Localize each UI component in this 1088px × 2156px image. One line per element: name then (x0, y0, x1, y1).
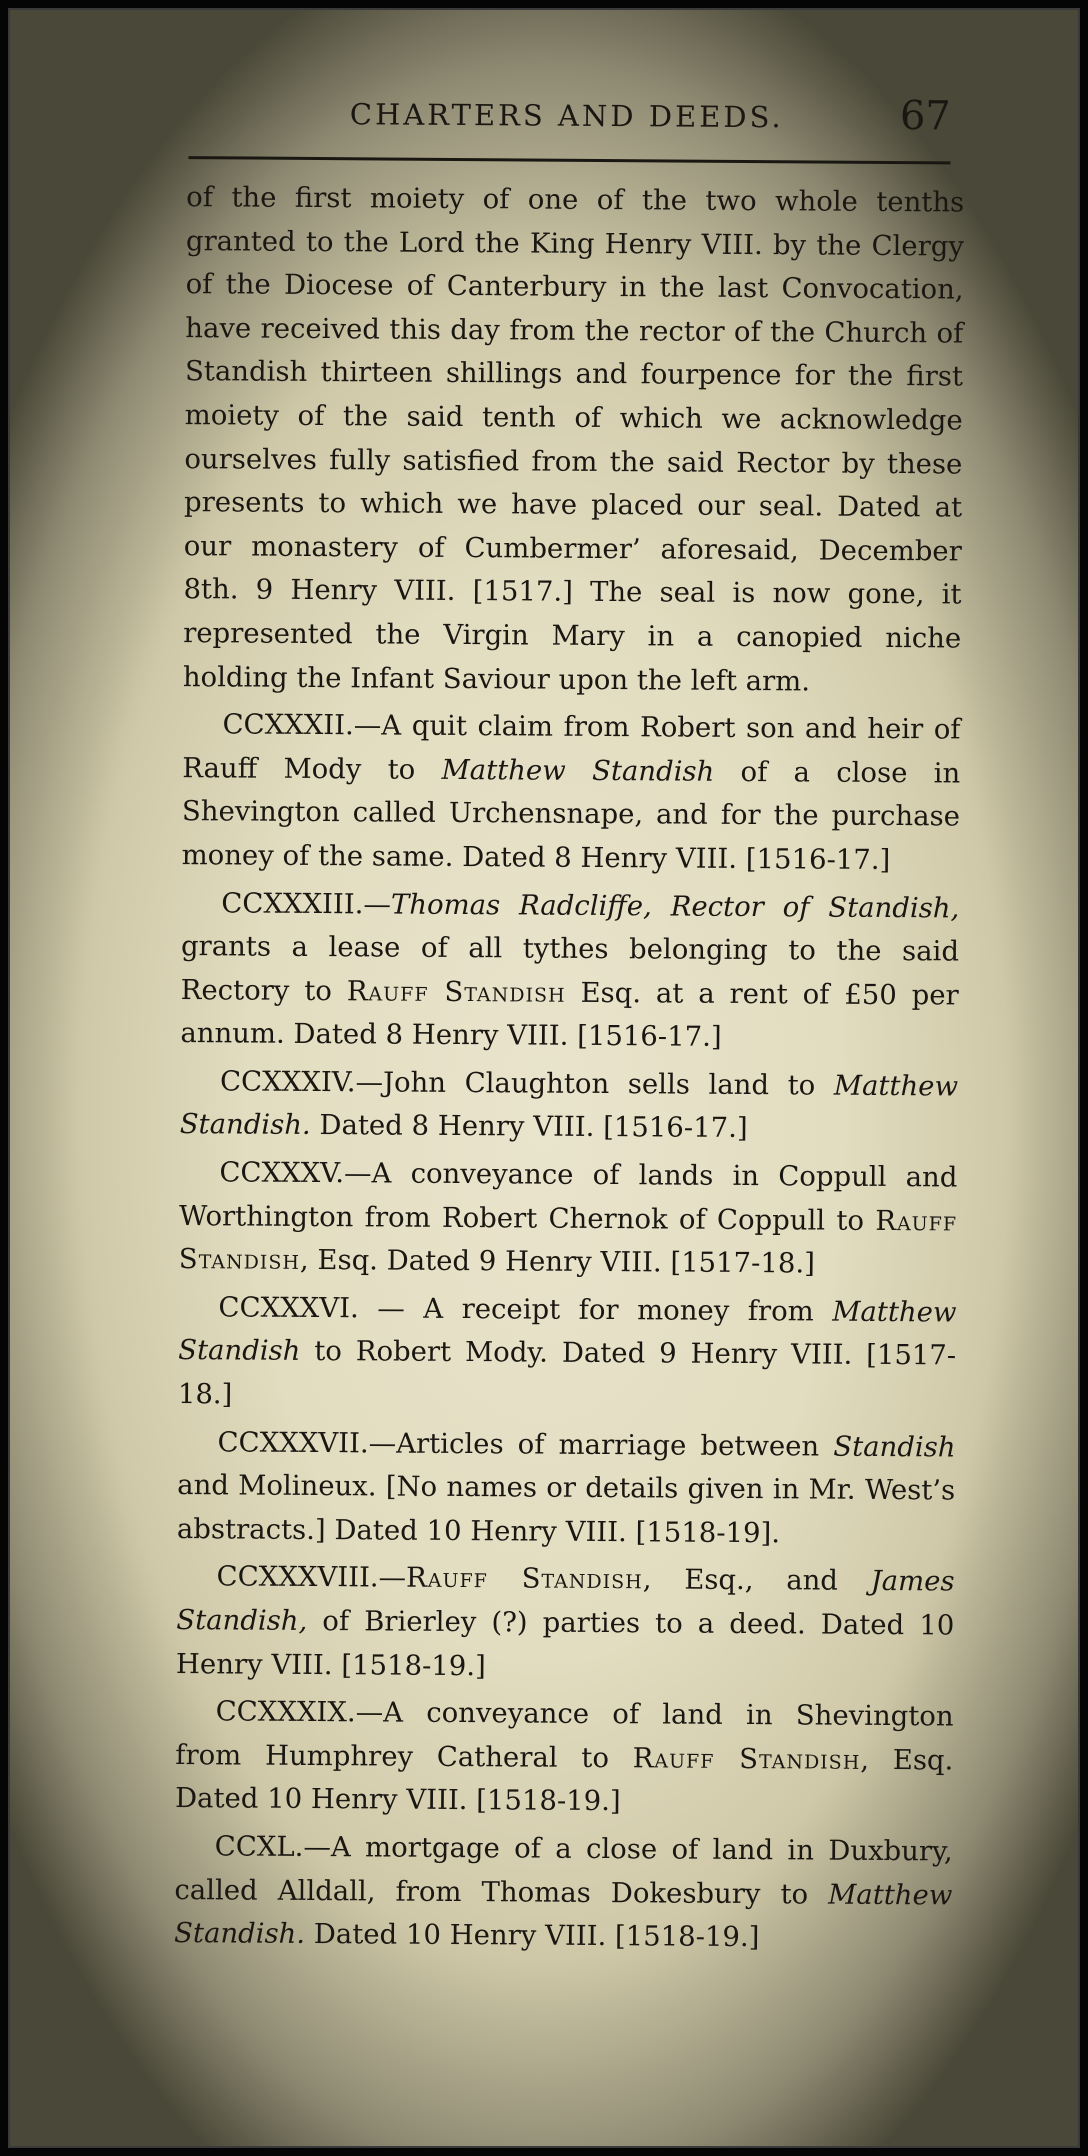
entry-paragraph (178, 1286, 957, 1422)
italic-text: James Standish, (176, 1565, 955, 1637)
small-caps-name: Rauff Standish (346, 974, 566, 1009)
entry-paragraph (180, 882, 959, 1062)
paragraph-text: CCXL.—A mortgage of a close of land in Duxbury, called Alldall, from Thomas Dokesbury to (174, 1830, 953, 1911)
paragraph-text: CCXXXVIII.— (216, 1560, 407, 1595)
book-page (174, 88, 965, 1954)
entry-paragraph (179, 1151, 958, 1287)
running-title: CHARTERS AND DEEDS. (349, 97, 784, 135)
entry-paragraph (181, 703, 960, 883)
paragraph-text: grants a lease of all tythes belonging to the said Rectory to (180, 930, 960, 1007)
entry-paragraph (177, 1421, 956, 1557)
paragraph-text: to Robert Mody. Dated 9 Henry VIII. [1517-18.] (177, 1335, 957, 1411)
page-body (174, 176, 964, 1961)
paragraph-text: CCXXXV.—A conveyance of lands in Coppull and Worthington from Robert Chernok of Coppull to (179, 1156, 958, 1237)
page-header (175, 88, 965, 150)
header-rule (189, 156, 951, 164)
entry-paragraph (174, 1825, 953, 1961)
entry-paragraph (175, 1690, 954, 1826)
paragraph-text: CCXXXIV.—John Claughton sells land to (219, 1065, 834, 1102)
paragraph-text: , Esq. Dated 10 Henry VIII. [1518-19.] (174, 1743, 954, 1818)
italic-text: Thomas Radcliffe, Rector of Standish, (390, 888, 960, 924)
paragraph-text: Dated 8 Henry VIII. [1516-17.] (310, 1109, 748, 1145)
small-caps-name: Rauff Standish (406, 1562, 643, 1596)
paragraph-text: and Molineux. [No names or details given in Mr. West’s abstracts.] Dated 10 Henry VIII. [1518-19]. (176, 1469, 956, 1550)
paragraph-text: of a close in Shevington called Urchensnape, and for the purchase money of the same. Dated 8 Henry VIII. [1516-17.] (181, 755, 961, 876)
italic-text: Matthew Standish. (179, 1069, 959, 1142)
entry-paragraph (180, 1060, 959, 1153)
italic-text: Matthew Standish (178, 1295, 957, 1368)
paragraph-text: CCXXXII.—A quit claim from Robert son and heir of Rauff Mody to (182, 708, 961, 786)
page-frame (8, 8, 1080, 2148)
paragraph-text: Dated 10 Henry VIII. [1518-19.] (304, 1918, 760, 1954)
paragraph-text: of Brierley (?) parties to a deed. Dated 10 Henry VIII. [1518-19.] (175, 1604, 955, 1682)
page-number: 67 (899, 93, 951, 140)
small-caps-name: Rauff Standish (632, 1742, 861, 1776)
small-caps-name: Rauff Standish (178, 1204, 958, 1277)
italic-text: Matthew Standish (441, 753, 715, 788)
paragraph-text: CCXXXIII.— (221, 886, 392, 921)
paragraph-text: of the first moiety of one of the two whole tenths granted to the Lord the King Henry VIII. by the Clergy of the Diocese of Canterbury in the last Convocation, have received this day from the rector of the Church of Standish thirteen shillings and fourpence for the first moiety of the said tenth of which we acknowledge ourselves fully satisfied from the said Rector by these presents to which we have placed our seal. Dated at our monastery of Cumbermer’ aforesaid, December 8th. 9 Henry VIII. [1517.] The seal is now gone, it represented the Virgin Mary in a canopied niche holding the Infant Saviour upon the left arm. (182, 181, 965, 697)
continued-paragraph (183, 176, 965, 705)
paragraph-text: CCXXXVI. — A receipt for money from (218, 1291, 833, 1328)
paragraph-text: , Esq. Dated 9 Henry VIII. [1517-18.] (299, 1244, 815, 1280)
paragraph-text: , Esq., and (642, 1563, 871, 1598)
paragraph-text: CCXXXIX.—A conveyance of land in Shevington from Humphrey Catheral to (175, 1695, 954, 1775)
italic-text: Matthew Standish. (174, 1878, 953, 1951)
entry-paragraph (176, 1555, 955, 1691)
paragraph-text: Esq. at a rent of £50 per annum. Dated 8 Henry VIII. [1516-17.] (180, 976, 959, 1054)
paragraph-text: CCXXXVII.—Articles of marriage between (217, 1425, 834, 1463)
italic-text: Standish (833, 1430, 956, 1464)
